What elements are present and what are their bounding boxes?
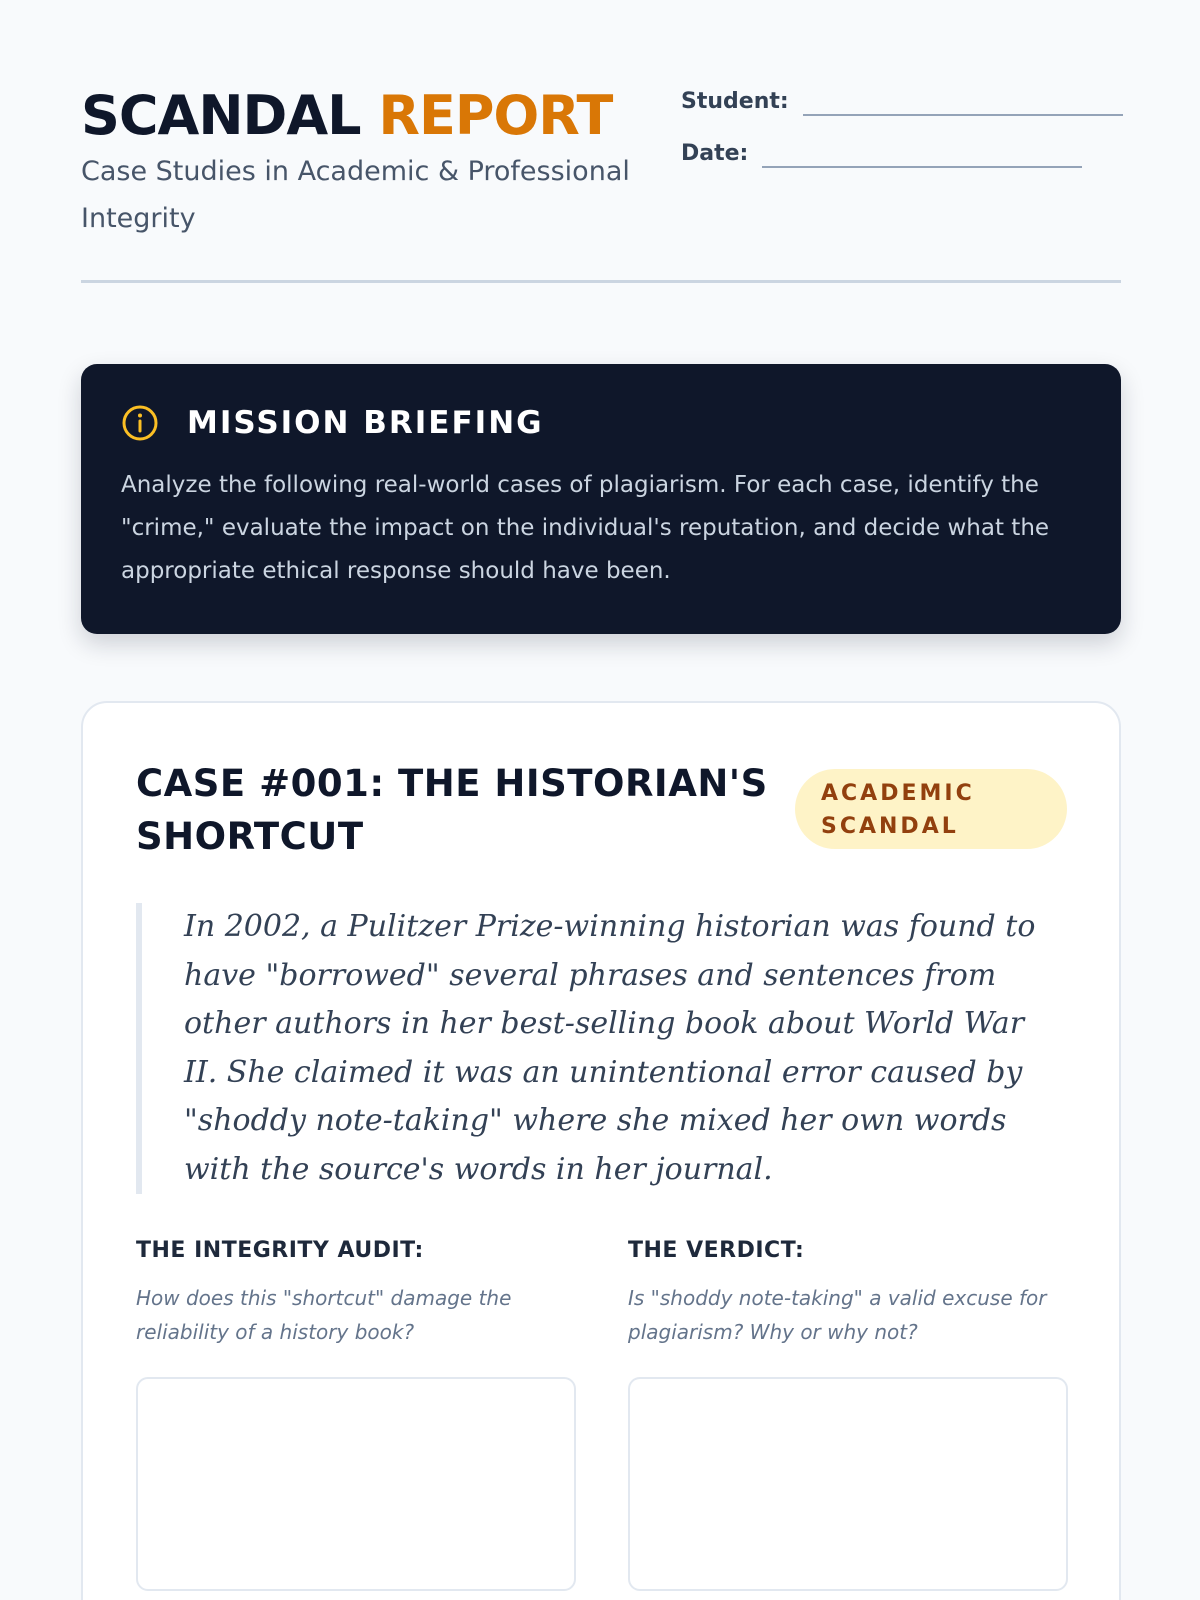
briefing-header (121, 404, 1081, 442)
date-field (681, 140, 1082, 168)
verdict-prompt: Is "shoddy note-taking" a valid excuse for plagiarism? Why or why not? (628, 1286, 1047, 1344)
case-description-quote: In 2002, a Pulitzer Prize-winning historian was found to have "borrowed" several phrases and sentences from other authors in her best-selling book about World War II. She claimed it was an unintentional error caused by "shoddy note-taking" where she mixed her own words with the source's words in her journal. (136, 903, 1036, 1194)
verdict-answer-box[interactable] (628, 1377, 1068, 1591)
verdict-section (628, 1237, 1068, 1349)
date-line[interactable] (762, 140, 1082, 168)
info-icon (121, 404, 159, 442)
verdict-label: THE VERDICT: (628, 1238, 805, 1263)
integrity-audit-prompt: How does this "shortcut" damage the reliability of a history book? (136, 1286, 512, 1344)
title-part-scandal: SCANDAL (81, 84, 361, 147)
briefing-text: Analyze the following real-world cases of plagiarism. For each case, identify the "crime," evaluate the impact on the individual's reputation, and decide what the appropriate ethical response should have been. (121, 472, 1050, 584)
integrity-audit-section (136, 1237, 576, 1349)
integrity-audit-answer-box[interactable] (136, 1377, 576, 1591)
date-label: Date: (681, 141, 749, 166)
briefing-title: MISSION BRIEFING (187, 405, 544, 441)
integrity-audit-label: THE INTEGRITY AUDIT: (136, 1238, 424, 1263)
case-card (81, 701, 1121, 1600)
page-subtitle: Case Studies in Academic & Professional Integrity (81, 156, 630, 234)
student-name-line[interactable] (803, 88, 1123, 116)
page-title (81, 84, 612, 148)
case-title: CASE #001: THE HISTORIAN'S SHORTCUT (136, 762, 768, 858)
student-field (681, 88, 1123, 116)
student-label: Student: (681, 89, 789, 114)
case-category-badge: ACADEMIC SCANDAL (795, 769, 1067, 849)
header-divider (81, 280, 1121, 283)
mission-briefing-panel (81, 364, 1121, 634)
title-part-report: REPORT (378, 84, 613, 147)
